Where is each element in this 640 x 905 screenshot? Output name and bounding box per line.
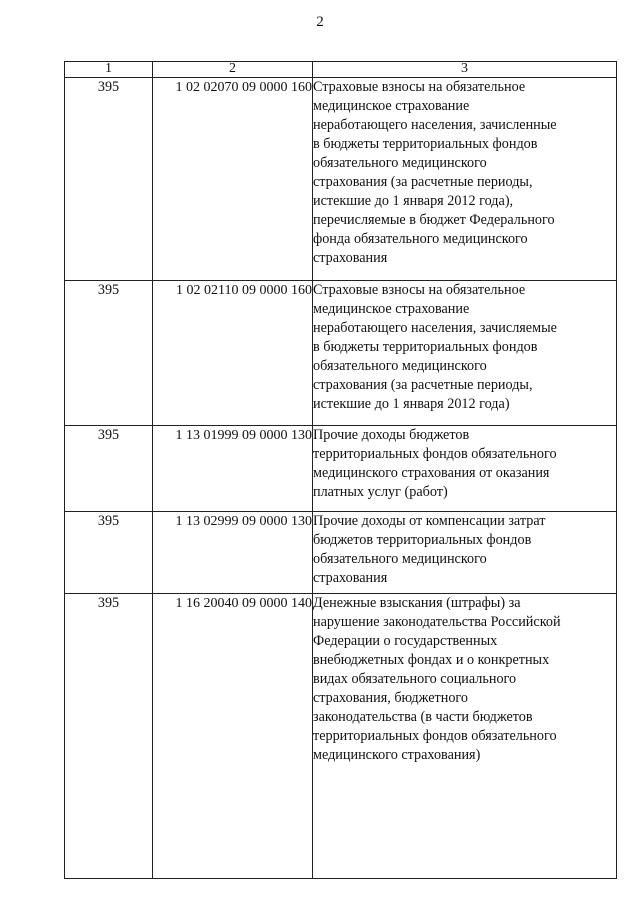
description-line: Денежные взыскания (штрафы) за: [313, 595, 521, 611]
description-line: Прочие доходы от компенсации затрат: [313, 513, 546, 529]
table-row: [65, 426, 617, 512]
description-cell: [313, 594, 617, 879]
description-line: медицинского страхования от оказания: [313, 465, 550, 481]
description-line: медицинское страхование: [313, 301, 470, 317]
description-line: Прочие доходы бюджетов: [313, 427, 470, 443]
page-number: 2: [316, 14, 324, 30]
description-line: страхования (за расчетные периоды,: [313, 377, 533, 393]
table-row: [65, 78, 617, 281]
description-cell: [313, 281, 617, 426]
description-line: территориальных фондов обязательного: [313, 728, 557, 744]
description-line: законодательства (в части бюджетов: [313, 709, 533, 725]
description-line: медицинское страхование: [313, 98, 470, 114]
description-line: территориальных фондов обязательного: [313, 446, 557, 462]
admin-code-cell: 395: [65, 281, 153, 426]
budget-code-cell: 1 02 02110 09 0000 160: [153, 281, 313, 426]
admin-code-cell: 395: [65, 78, 153, 281]
table-row: [65, 281, 617, 426]
column-header-1: 1: [65, 62, 153, 78]
description-line: страхования (за расчетные периоды,: [313, 174, 533, 190]
description-line: внебюджетных фондах и о конкретных: [313, 652, 550, 668]
description-line: бюджетов территориальных фондов: [313, 532, 532, 548]
description-line: обязательного медицинского: [313, 551, 487, 567]
description-cell: [313, 512, 617, 594]
description-line: нарушение законодательства Российской: [313, 614, 561, 630]
description-line: Федерации о государственных: [313, 633, 498, 649]
admin-code-cell: 395: [65, 512, 153, 594]
description-cell: [313, 426, 617, 512]
description-line: обязательного медицинского: [313, 155, 487, 171]
table-header-row: [65, 62, 617, 78]
description-line: страхования: [313, 570, 388, 586]
description-line: Страховые взносы на обязательное: [313, 282, 526, 298]
description-line: неработающего населения, зачисляемые: [313, 320, 557, 336]
description-line: в бюджеты территориальных фондов: [313, 136, 538, 152]
column-header-2: 2: [153, 62, 313, 78]
admin-code-cell: 395: [65, 426, 153, 512]
description-line: страхования: [313, 250, 388, 266]
column-header-3: 3: [313, 62, 617, 78]
description-line: в бюджеты территориальных фондов: [313, 339, 538, 355]
description-line: медицинского страхования): [313, 747, 481, 763]
description-line: обязательного медицинского: [313, 358, 487, 374]
description-cell: [313, 78, 617, 281]
table-row: [65, 512, 617, 594]
budget-code-cell: 1 13 01999 09 0000 130: [153, 426, 313, 512]
admin-code-cell: 395: [65, 594, 153, 879]
budget-codes-table: [64, 61, 617, 879]
description-line: перечисляемые в бюджет Федерального: [313, 212, 555, 228]
description-line: платных услуг (работ): [313, 484, 448, 500]
budget-code-cell: 1 16 20040 09 0000 140: [153, 594, 313, 879]
description-line: фонда обязательного медицинского: [313, 231, 528, 247]
table-row: [65, 594, 617, 879]
description-line: истекшие до 1 января 2012 года): [313, 396, 510, 412]
description-line: страхования, бюджетного: [313, 690, 468, 706]
budget-code-cell: 1 13 02999 09 0000 130: [153, 512, 313, 594]
description-line: Страховые взносы на обязательное: [313, 79, 526, 95]
description-line: истекшие до 1 января 2012 года),: [313, 193, 514, 209]
description-line: неработающего населения, зачисленные: [313, 117, 557, 133]
budget-code-cell: 1 02 02070 09 0000 160: [153, 78, 313, 281]
description-line: видах обязательного социального: [313, 671, 517, 687]
